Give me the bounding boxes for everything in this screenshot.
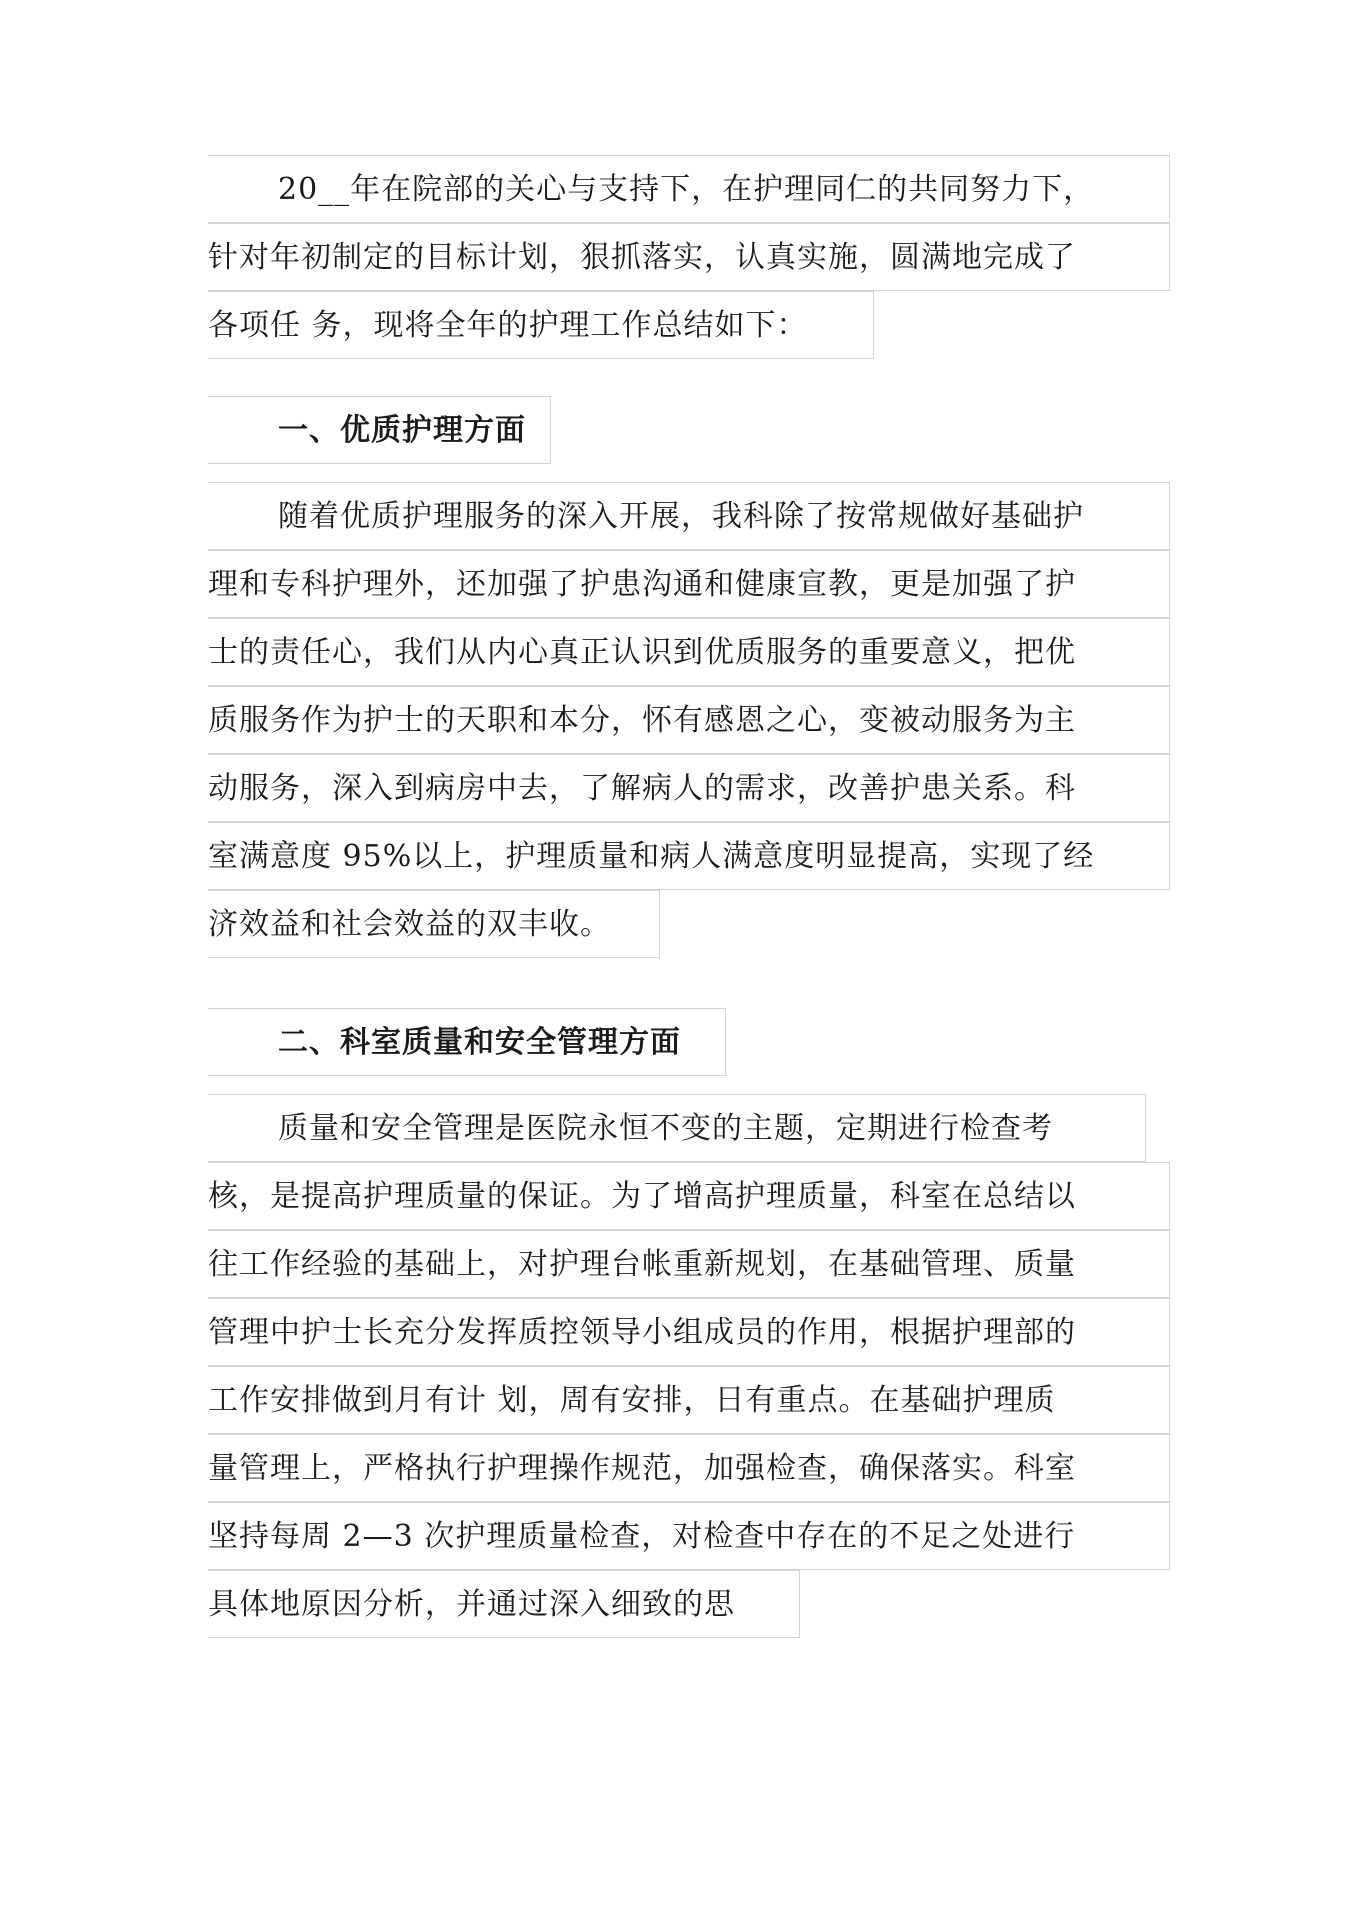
section-heading-quality-care: 一、优质护理方面 [208,396,551,464]
section2-line-5: 工作安排做到月有计 划，周有安排，日有重点。在基础护理质 [208,1366,1170,1434]
section2-line-2: 核，是提高护理质量的保证。为了增高护理质量，科室在总结以 [208,1162,1170,1230]
section2-line-3: 往工作经验的基础上，对护理台帐重新规划，在基础管理、质量 [208,1230,1170,1298]
section1-line-3: 士的责任心，我们从内心真正认识到优质服务的重要意义，把优 [208,618,1170,686]
intro-line-2: 针对年初制定的目标计划，狠抓落实，认真实施，圆满地完成了 [208,223,1170,291]
section1-line-2: 理和专科护理外，还加强了护患沟通和健康宣教，更是加强了护 [208,550,1170,618]
section2-line-8: 具体地原因分析，并通过深入细致的思 [208,1570,800,1638]
section1-line-4: 质服务作为护士的天职和本分，怀有感恩之心，变被动服务为主 [208,686,1170,754]
section2-line-4: 管理中护士长充分发挥质控领导小组成员的作用，根据护理部的 [208,1298,1170,1366]
intro-line-3: 各项任 务，现将全年的护理工作总结如下： [208,291,874,359]
section2-line-7: 坚持每周 2—3 次护理质量检查，对检查中存在的不足之处进行 [208,1502,1170,1570]
section1-line-5: 动服务，深入到病房中去，了解病人的需求，改善护患关系。科 [208,754,1170,822]
section2-line-1: 质量和安全管理是医院永恒不变的主题，定期进行检查考 [208,1094,1146,1162]
section-heading-quality-safety: 二、科室质量和安全管理方面 [208,1008,726,1076]
section1-line-7: 济效益和社会效益的双丰收。 [208,890,660,958]
section1-line-6: 室满意度 95%以上，护理质量和病人满意度明显提高，实现了经 [208,822,1170,890]
section1-line-1: 随着优质护理服务的深入开展，我科除了按常规做好基础护 [208,482,1170,550]
section2-line-6: 量管理上，严格执行护理操作规范，加强检查，确保落实。科室 [208,1434,1170,1502]
intro-line-1: 20__年在院部的关心与支持下，在护理同仁的共同努力下， [208,155,1170,223]
